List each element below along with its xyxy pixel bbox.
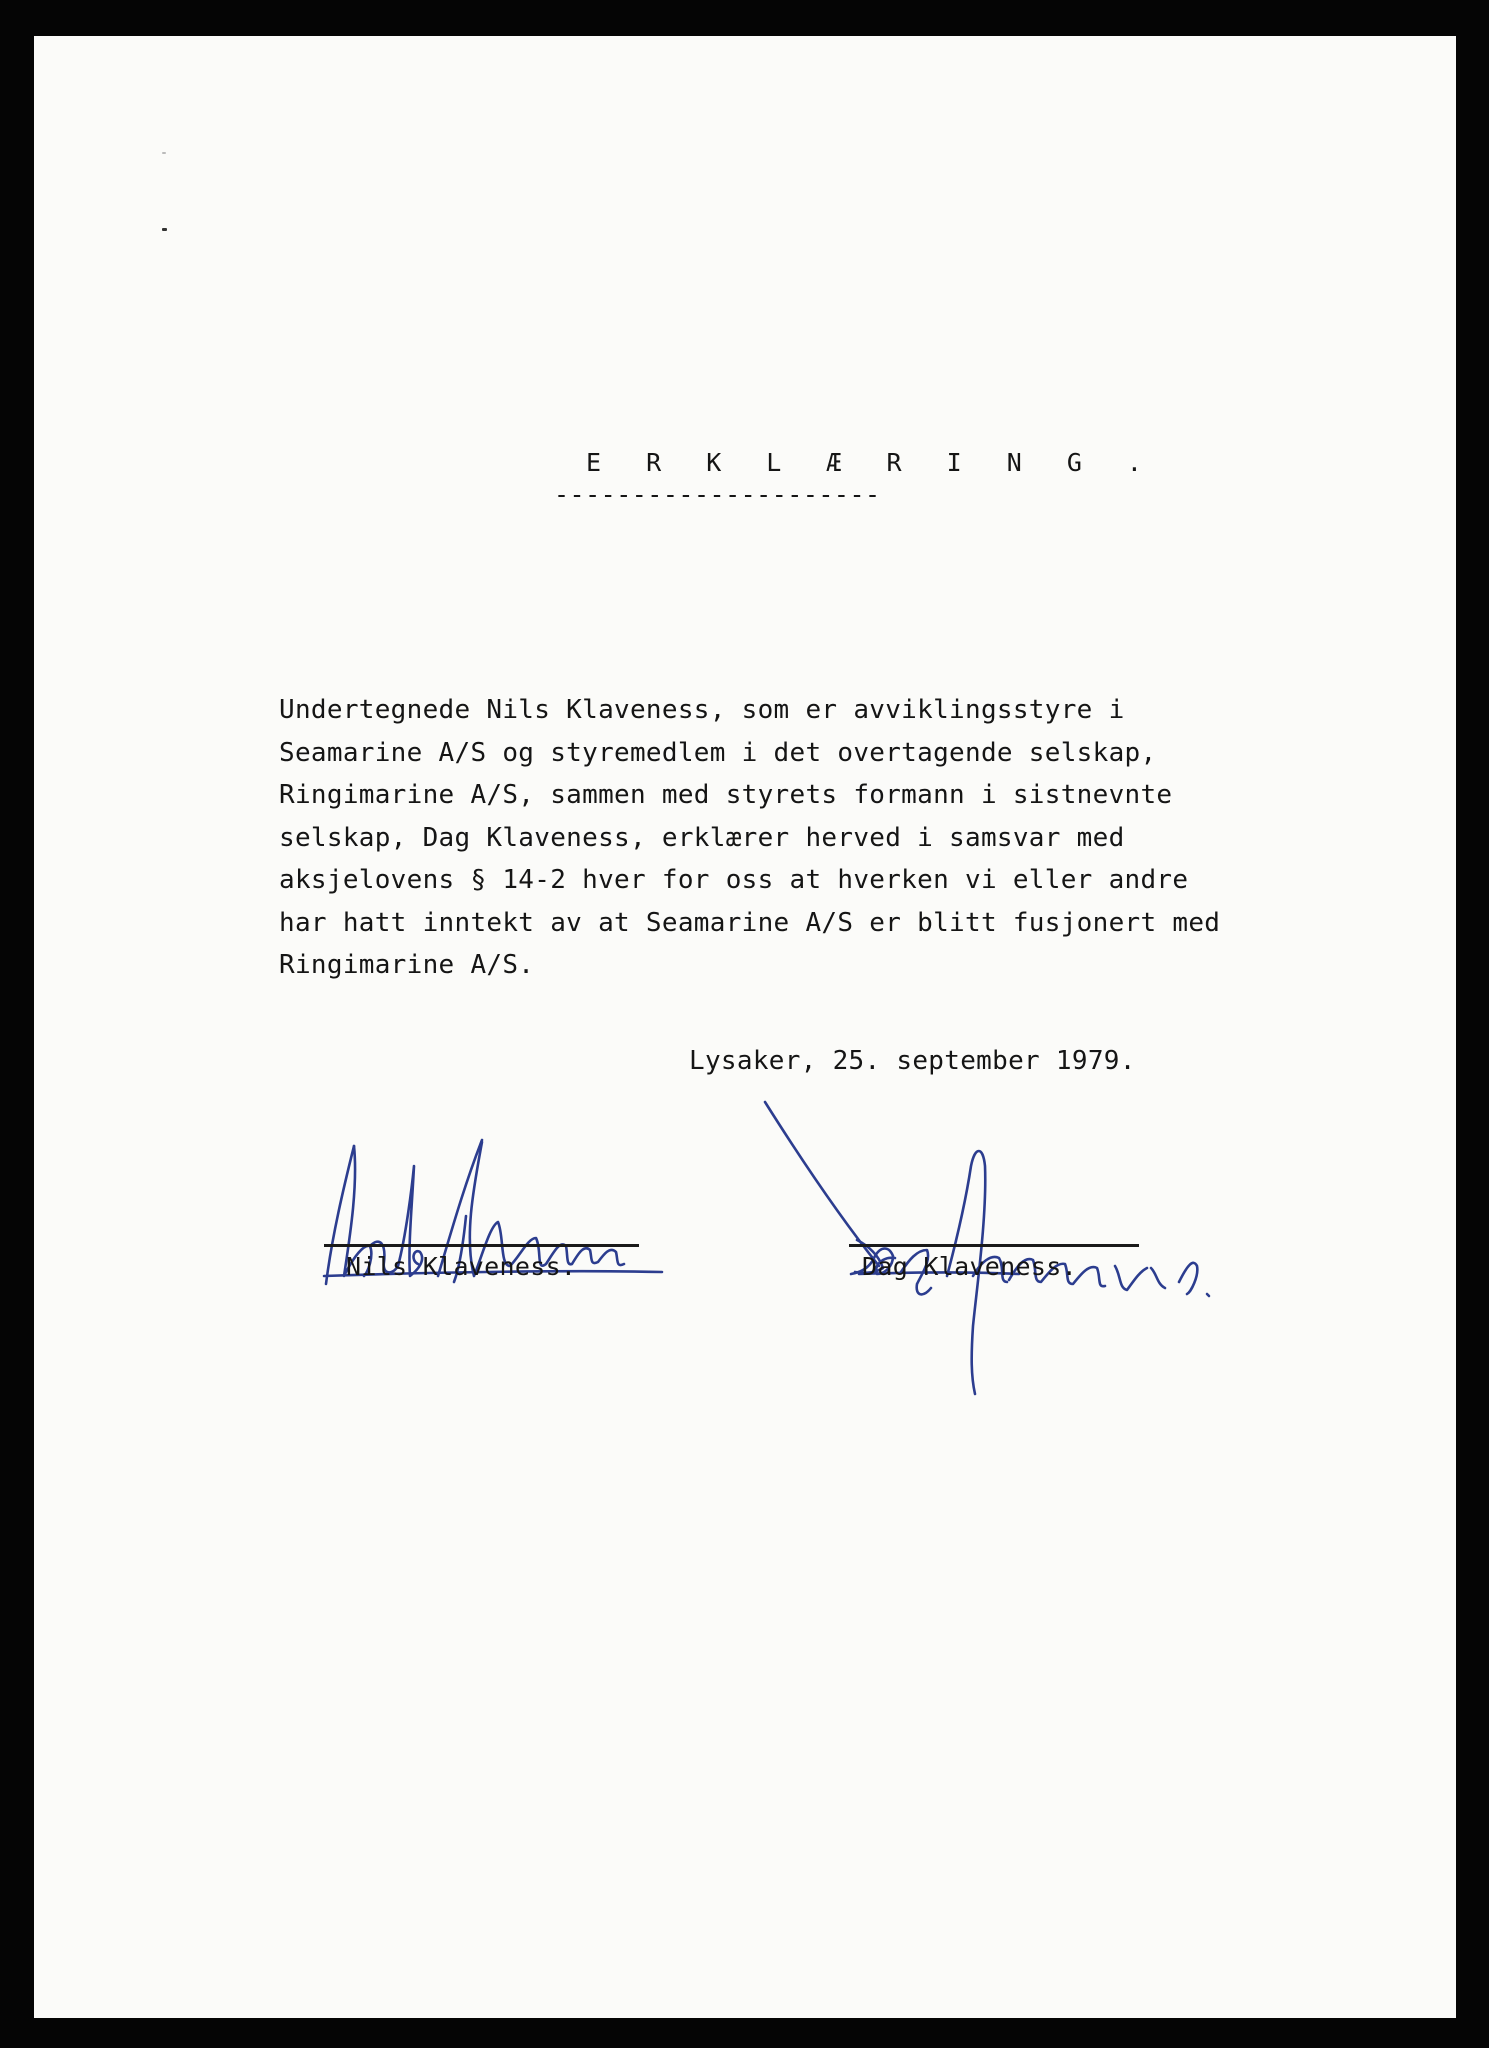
punch-mark-bottom	[162, 228, 167, 231]
body-line: Ringimarine A/S, sammen med styrets formann i sistnevnte	[279, 780, 1173, 810]
punch-mark-top	[162, 152, 166, 154]
body-line: Ringimarine A/S.	[279, 950, 535, 980]
signer-name-left: Nils Klaveness.	[346, 1252, 577, 1281]
signature-line-right	[849, 1244, 1139, 1247]
body-line: selskap, Dag Klaveness, erklærer herved i samsvar med	[279, 822, 1125, 853]
declaration-body	[279, 689, 1379, 987]
document-title: E R K L Æ R I N G .	[586, 448, 1157, 477]
body-line: aksjelovens § 14-2 hver for oss at hverken vi eller andre	[279, 865, 1189, 895]
signer-name-right: Dag Klaveness.	[862, 1252, 1077, 1281]
title-underline: ---------------------	[554, 480, 881, 509]
body-line: Seamarine A/S og styremedlem i det overtagende selskap,	[279, 737, 1157, 768]
body-line: Undertegnede Nils Klaveness, som er avviklingsstyre i	[279, 695, 1125, 725]
signature-line-left	[324, 1244, 639, 1247]
place-and-date: Lysaker, 25. september 1979.	[689, 1046, 1136, 1076]
body-line: har hatt inntekt av at Seamarine A/S er blitt fusjonert med	[279, 907, 1221, 938]
document-page	[34, 36, 1456, 2018]
